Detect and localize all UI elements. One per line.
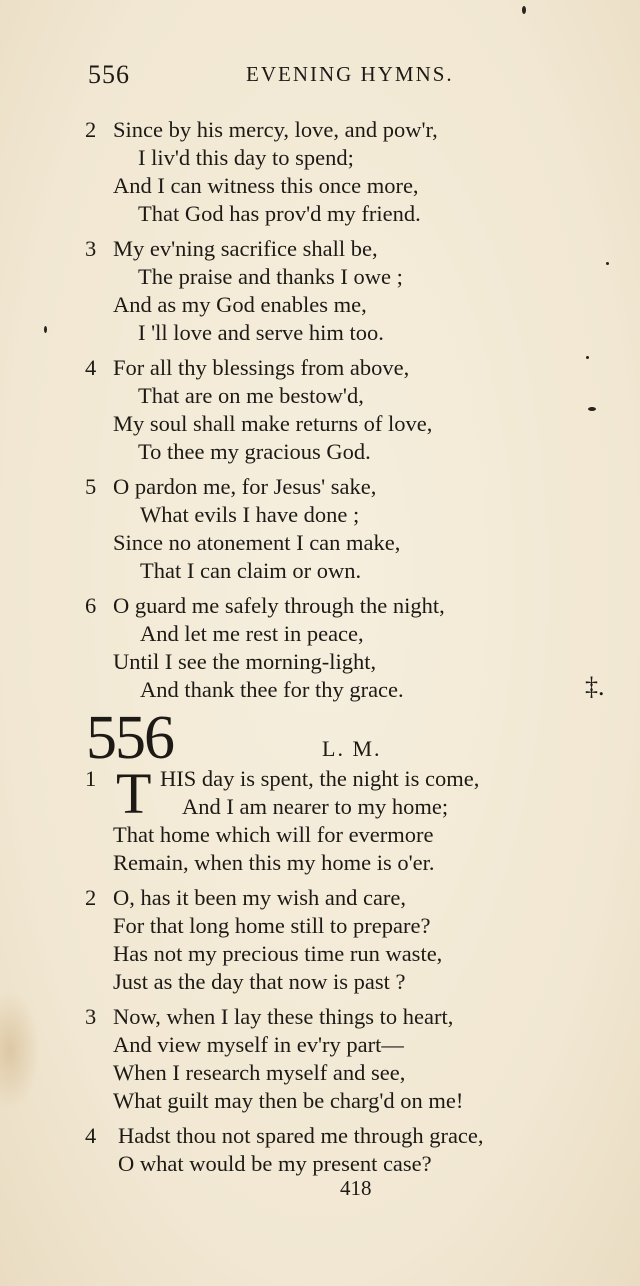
- verse-line: That home which will for evermore: [113, 822, 434, 847]
- verse-line: Now, when I lay these things to heart,: [113, 1004, 454, 1029]
- verse-line: To thee my gracious God.: [138, 439, 371, 464]
- running-head: EVENING HYMNS.: [246, 62, 454, 86]
- verse-line: My soul shall make returns of love,: [113, 411, 433, 436]
- ink-speck: [522, 6, 526, 14]
- ink-speck: [586, 356, 589, 359]
- verse-line: That God has prov'd my friend.: [138, 201, 421, 226]
- verse-line: For all thy blessings from above,: [113, 355, 410, 380]
- verse-line: That I can claim or own.: [140, 558, 362, 583]
- verse-line: I 'll love and serve him too.: [138, 320, 384, 345]
- stanza-number: 2: [85, 885, 97, 910]
- verse-line: HIS day is spent, the night is come,: [160, 766, 480, 791]
- verse-line: Until I see the morning-light,: [113, 649, 377, 674]
- page-stain: [0, 990, 40, 1110]
- verse-line: That are on me bestow'd,: [138, 383, 364, 408]
- verse-line: I liv'd this day to spend;: [138, 145, 354, 170]
- verse-line: O pardon me, for Jesus' sake,: [113, 474, 377, 499]
- verse-line: Hadst thou not spared me through grace,: [118, 1123, 484, 1148]
- verse-line: What evils I have done ;: [140, 502, 360, 527]
- ink-speck: [44, 326, 47, 333]
- ink-speck: [606, 262, 609, 265]
- verse-line: And as my God enables me,: [113, 292, 367, 317]
- verse-line: My ev'ning sacrifice shall be,: [113, 236, 378, 261]
- drop-cap: T: [116, 761, 152, 826]
- stanza-number: 1: [85, 766, 97, 791]
- stanza-number: 4: [85, 1123, 97, 1148]
- verse-line: And let me rest in peace,: [140, 621, 364, 646]
- verse-line: And I can witness this once more,: [113, 173, 419, 198]
- hymn-meter: L. M.: [322, 736, 382, 761]
- stanza-number: 4: [85, 355, 97, 380]
- stanza-number: 6: [85, 593, 97, 618]
- verse-line: Has not my precious time run waste,: [113, 941, 443, 966]
- page-header: [88, 60, 508, 94]
- stanza-number: 5: [85, 474, 97, 499]
- verse-line: What guilt may then be charg'd on me!: [113, 1088, 464, 1113]
- stanza-number: 3: [85, 236, 97, 261]
- verse-line: O guard me safely through the night,: [113, 593, 445, 618]
- verse-line: When I research myself and see,: [113, 1060, 406, 1085]
- verse-line: O what would be my present case?: [118, 1151, 432, 1176]
- verse-line: And I am nearer to my home;: [182, 794, 449, 819]
- verse-line: For that long home still to prepare?: [113, 913, 431, 938]
- verse-line: And thank thee for thy grace.: [140, 677, 404, 702]
- verse-line: Remain, when this my home is o'er.: [113, 850, 435, 875]
- end-mark: ‡.: [585, 672, 605, 701]
- verse-line: O, has it been my wish and care,: [113, 885, 407, 910]
- signature-mark: 418: [340, 1176, 372, 1200]
- verse-line: Just as the day that now is past ?: [113, 969, 406, 994]
- verse-line: And view myself in ev'ry part—: [113, 1032, 404, 1057]
- hymn-number: 556: [86, 704, 173, 772]
- page-number: 556: [88, 60, 130, 89]
- stanza-number: 2: [85, 117, 97, 142]
- ink-speck: [588, 407, 596, 411]
- verse-line: Since by his mercy, love, and pow'r,: [113, 117, 438, 142]
- verse-line: Since no atonement I can make,: [113, 530, 401, 555]
- stanza-number: 3: [85, 1004, 97, 1029]
- verse-line: The praise and thanks I owe ;: [138, 264, 403, 289]
